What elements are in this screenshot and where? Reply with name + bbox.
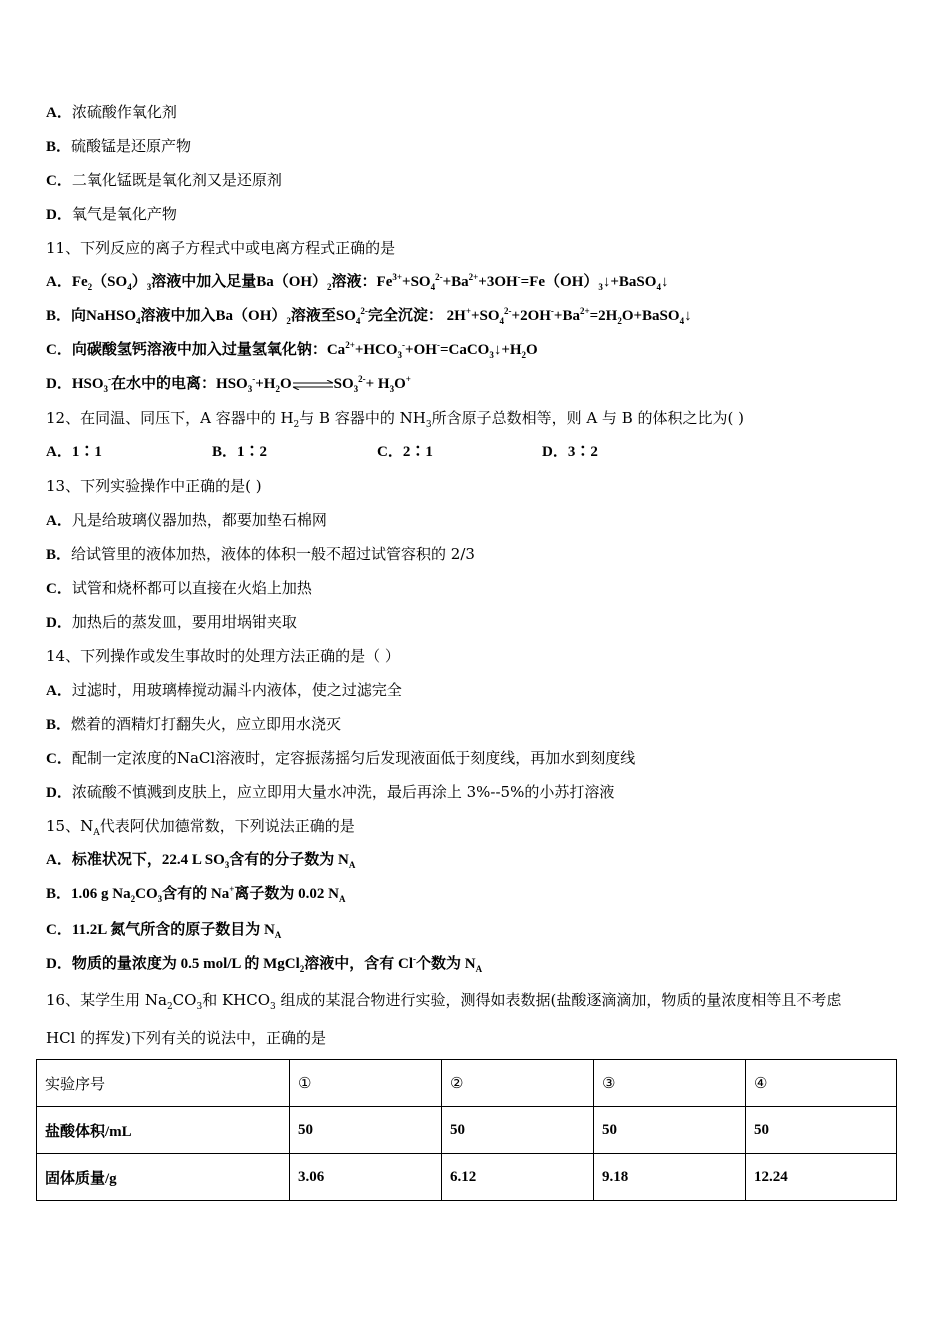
q13-option-d: D．加热后的蒸发皿，要用坩埚钳夹取 (46, 613, 297, 631)
q13-option-c: C．试管和烧杯都可以直接在火焰上加热 (46, 579, 312, 597)
q15-option-d: D．物质的量浓度为 0.5 mol/L 的 MgCl$_2$溶液中，含有 Cl-个数为 $N_A$ (46, 954, 483, 974)
q13-option-b: B．给试管里的液体加热，液体的体积一般不超过试管容积的 2/3 (46, 545, 475, 563)
q13-option-a: A．凡是给玻璃仪器加热，都要加垫石棉网 (46, 511, 327, 529)
table-row (37, 1107, 897, 1154)
q14-option-c: C．配制一定浓度的NaCl溶液时，定容振荡摇匀后发现液面低于刻度线，再加水到刻度线 (46, 749, 636, 767)
q11-option-a: A．$Fe_2(SO_4)_3$溶液中加入足量$Ba(OH)_2$溶液：$Fe^{3+}+SO_4^{2-}+Ba^{2+}+3OH^-=Fe(OH)_3↓+BaSO_4↓$ (46, 272, 669, 292)
q13-stem: 13、下列实验操作中正确的是( ) (46, 477, 262, 495)
table-cell: 盐酸体积/mL (37, 1107, 290, 1154)
q15-option-c: C．11.2L 氮气所含的原子数目为 $N_A$ (46, 922, 282, 940)
q12-option-b: B．1∶2 (212, 444, 268, 460)
q12-stem: 12、在同温、同压下，A 容器中的 $H_2$与 B 容器中的 $NH_3$所含原子总数相等，则 A 与 B 的体积之比为( ) (46, 409, 744, 430)
q12-option-d: D．3∶2 (542, 444, 598, 460)
table-header-cell: ④ (746, 1060, 897, 1107)
q10-option-c: C．二氧化锰既是氧化剂又是还原剂 (46, 171, 282, 189)
table-row (37, 1154, 897, 1201)
table-header-cell: ② (442, 1060, 594, 1107)
equilibrium-arrow-icon (292, 380, 334, 390)
q12-option-c: C．2∶1 (377, 444, 433, 460)
table-cell: 3.06 (290, 1154, 442, 1201)
q12-option-a: A．1∶1 (46, 444, 102, 460)
q11-option-b: B．向NaHSO$_4$溶液中加入$Ba(OH)_2$溶液至$SO_4^{2-}$完全沉淀： $2H^++SO_4^{2-}+2OH^-+Ba^{2+}=2H_2O+BaSO_4↓$ (46, 306, 692, 326)
q14-stem: 14、下列操作或发生事故时的处理方法正确的是（ ） (46, 647, 400, 665)
table-cell: 50 (746, 1107, 897, 1154)
table-header-cell: ① (290, 1060, 442, 1107)
q14-option-a: A．过滤时，用玻璃棒搅动漏斗内液体，使之过滤完全 (46, 681, 402, 699)
q14-option-d: D．浓硫酸不慎溅到皮肤上，应立即用大量水冲洗，最后再涂上 3%--5%的小苏打溶液 (46, 783, 615, 801)
q15-stem: 15、$N_A$代表阿伏加德常数，下列说法正确的是 (46, 817, 355, 838)
q16-data-table (36, 1059, 897, 1201)
q10-option-d: D．氧气是氧化产物 (46, 205, 177, 223)
q11-option-c: C．向碳酸氢钙溶液中加入过量氢氧化钠：$Ca^{2+}+HCO_3^-+OH^-=CaCO_3↓+H_2O$ (46, 340, 538, 360)
q16-stem-line2: HCl 的挥发)下列有关的说法中，正确的是 (46, 1029, 326, 1047)
table-header-cell: ③ (594, 1060, 746, 1107)
table-cell: 9.18 (594, 1154, 746, 1201)
q15-option-a: A．标准状况下，22.4 L $SO_3$含有的分子数为 $N_A$ (46, 852, 356, 870)
q10-option-b: B．硫酸锰是还原产物 (46, 137, 192, 155)
table-cell: 固体质量/g (37, 1154, 290, 1201)
q15-option-b: B．1.06 g $Na_2CO_3$含有的 Na+离子数为 0.02 $N_A$ (46, 884, 346, 904)
table-cell: 50 (290, 1107, 442, 1154)
q11-option-d: D．$HSO_3^-$在水中的电离：$HSO_3^-+H_2O$ $SO_3^{2-}+ H_3O^+$ (46, 374, 411, 394)
table-header-row (37, 1060, 897, 1107)
table-cell: 50 (594, 1107, 746, 1154)
table-cell: 12.24 (746, 1154, 897, 1201)
q16-stem-line1: 16、某学生用 $Na_2CO_3$和 $KHCO_3$ 组成的某混合物进行实验，测得如表数据(盐酸逐滴滴加，物质的量浓度相等且不考虑 (46, 991, 842, 1012)
q11-stem: 11、下列反应的离子方程式中或电离方程式正确的是 (46, 239, 396, 257)
table-cell: 6.12 (442, 1154, 594, 1201)
table-cell: 50 (442, 1107, 594, 1154)
q10-option-a: A．浓硫酸作氧化剂 (46, 103, 177, 121)
table-header-cell: 实验序号 (37, 1060, 290, 1107)
q14-option-b: B．燃着的酒精灯打翻失火，应立即用水浇灭 (46, 715, 342, 733)
